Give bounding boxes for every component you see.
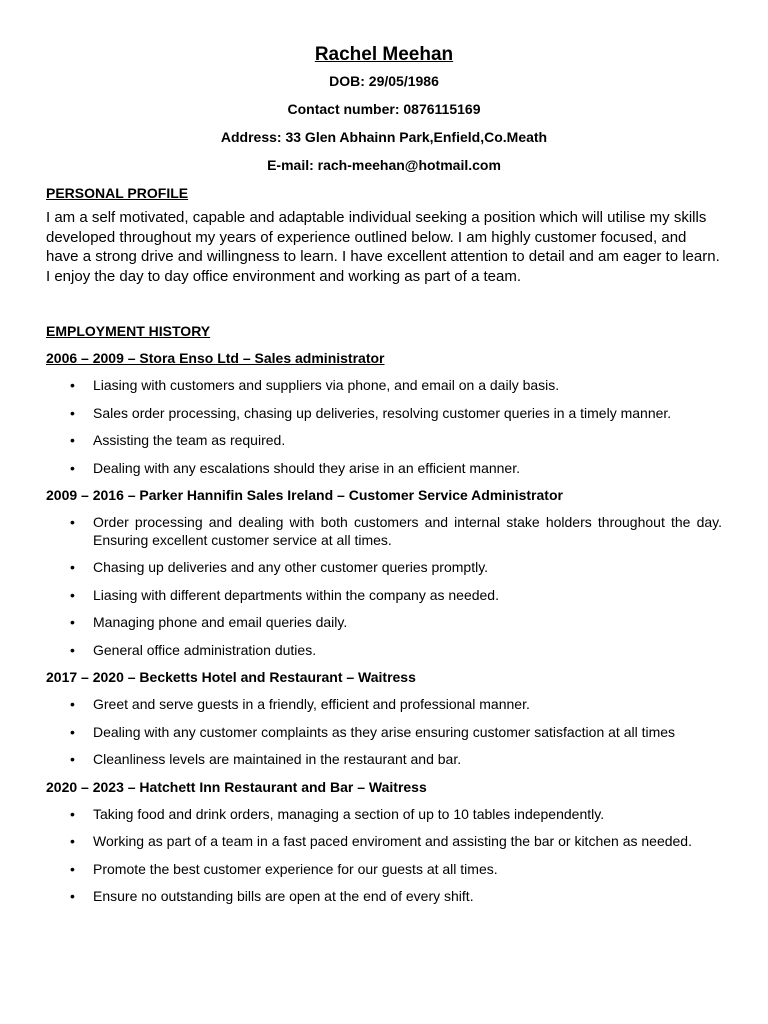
duty-text: General office administration duties.: [93, 641, 317, 658]
date-of-birth: DOB: 29/05/1986: [329, 73, 439, 89]
duty-list: [46, 514, 722, 659]
duty-text: Ensure no outstanding bills are open at the end of every shift.: [93, 888, 474, 904]
duty-text: Order processing and dealing with both customers and internal stake holders throughout the day. Ensuring excellent customer service at all times.: [93, 514, 722, 548]
duty-item: [46, 861, 722, 879]
bullet-icon: •: [70, 696, 75, 712]
contact-number: Contact number: 0876115169: [287, 101, 481, 117]
bullet-icon: •: [70, 751, 75, 767]
job-title: 2009 – 2016 – Parker Hannifin Sales Ireland – Customer Service Administrator: [46, 487, 563, 503]
duty-item: [46, 460, 722, 478]
employment-list: [46, 350, 722, 906]
duty-item: [46, 587, 722, 605]
duty-text: Greet and serve guests in a friendly, efficient and professional manner.: [93, 696, 530, 712]
personal-profile-text: I am a self motivated, capable and adaptable individual seeking a position which will utilise my skills developed throughout my years of experience outlined below. I am highly customer focused, and have a strong drive and willingness to learn. I have excellent attention to detail and am eager to learn. I enjoy the day to day office environment and working as part of a team.: [46, 209, 720, 285]
duty-text: Dealing with any customer complaints as they arise ensuring customer satisfaction at all times: [93, 723, 676, 740]
bullet-icon: •: [70, 723, 75, 740]
duty-item: [46, 751, 722, 769]
email-address: E-mail: rach-meehan@hotmail.com: [267, 157, 501, 173]
employment-history-heading: EMPLOYMENT HISTORY: [46, 323, 211, 339]
duty-item: [46, 696, 722, 714]
bullet-icon: •: [70, 614, 75, 630]
duty-item: [46, 405, 722, 423]
bullet-icon: •: [70, 459, 75, 476]
bullet-icon: •: [70, 586, 75, 603]
bullet-icon: •: [70, 377, 75, 393]
duty-text: Assisting the team as required.: [93, 432, 286, 448]
bullet-icon: •: [70, 860, 75, 877]
duty-item: [46, 806, 722, 824]
bullet-icon: •: [70, 888, 75, 904]
address: Address: 33 Glen Abhainn Park,Enfield,Co.Meath: [220, 129, 548, 145]
job-title: 2020 – 2023 – Hatchett Inn Restaurant and Bar – Waitress: [46, 778, 427, 795]
cv-page: [46, 42, 722, 916]
job-title: 2017 – 2020 – Becketts Hotel and Restaurant – Waitress: [46, 669, 416, 685]
duty-text: Cleanliness levels are maintained in the restaurant and bar.: [93, 751, 462, 767]
duty-text: Promote the best customer experience for our guests at all times.: [93, 860, 498, 877]
duty-text: Dealing with any escalations should they arise in an efficient manner.: [93, 459, 520, 476]
duty-item: [46, 514, 722, 549]
bullet-icon: •: [70, 559, 75, 575]
duty-text: Managing phone and email queries daily.: [93, 614, 348, 630]
duty-list: [46, 377, 722, 477]
bullet-icon: •: [70, 514, 75, 530]
duty-text: Sales order processing, chasing up deliveries, resolving customer queries in a timely manner.: [93, 404, 672, 421]
duty-item: [46, 833, 722, 851]
bullet-icon: •: [70, 404, 75, 421]
bullet-icon: •: [70, 432, 75, 448]
cv-header: [46, 42, 722, 174]
personal-profile-heading: PERSONAL PROFILE: [46, 185, 189, 201]
job-title: 2006 – 2009 – Stora Enso Ltd – Sales administrator: [46, 350, 385, 366]
duty-item: [46, 642, 722, 660]
duty-item: [46, 724, 722, 742]
duty-item: [46, 614, 722, 632]
duty-text: Liasing with customers and suppliers via phone, and email on a daily basis.: [93, 377, 560, 393]
duty-text: Working as part of a team in a fast paced enviroment and assisting the bar or kitchen as needed.: [93, 833, 692, 849]
applicant-name: Rachel Meehan: [314, 44, 454, 65]
duty-item: [46, 432, 722, 450]
duty-item: [46, 559, 722, 577]
duty-list: [46, 806, 722, 906]
duty-text: Chasing up deliveries and any other customer queries promptly.: [93, 559, 489, 575]
duty-list: [46, 696, 722, 769]
duty-item: [46, 377, 722, 395]
duty-item: [46, 888, 722, 906]
bullet-icon: •: [70, 805, 75, 822]
bullet-icon: •: [70, 641, 75, 658]
duty-text: Taking food and drink orders, managing a section of up to 10 tables independently.: [93, 805, 605, 822]
bullet-icon: •: [70, 833, 75, 849]
duty-text: Liasing with different departments within the company as needed.: [93, 586, 499, 603]
